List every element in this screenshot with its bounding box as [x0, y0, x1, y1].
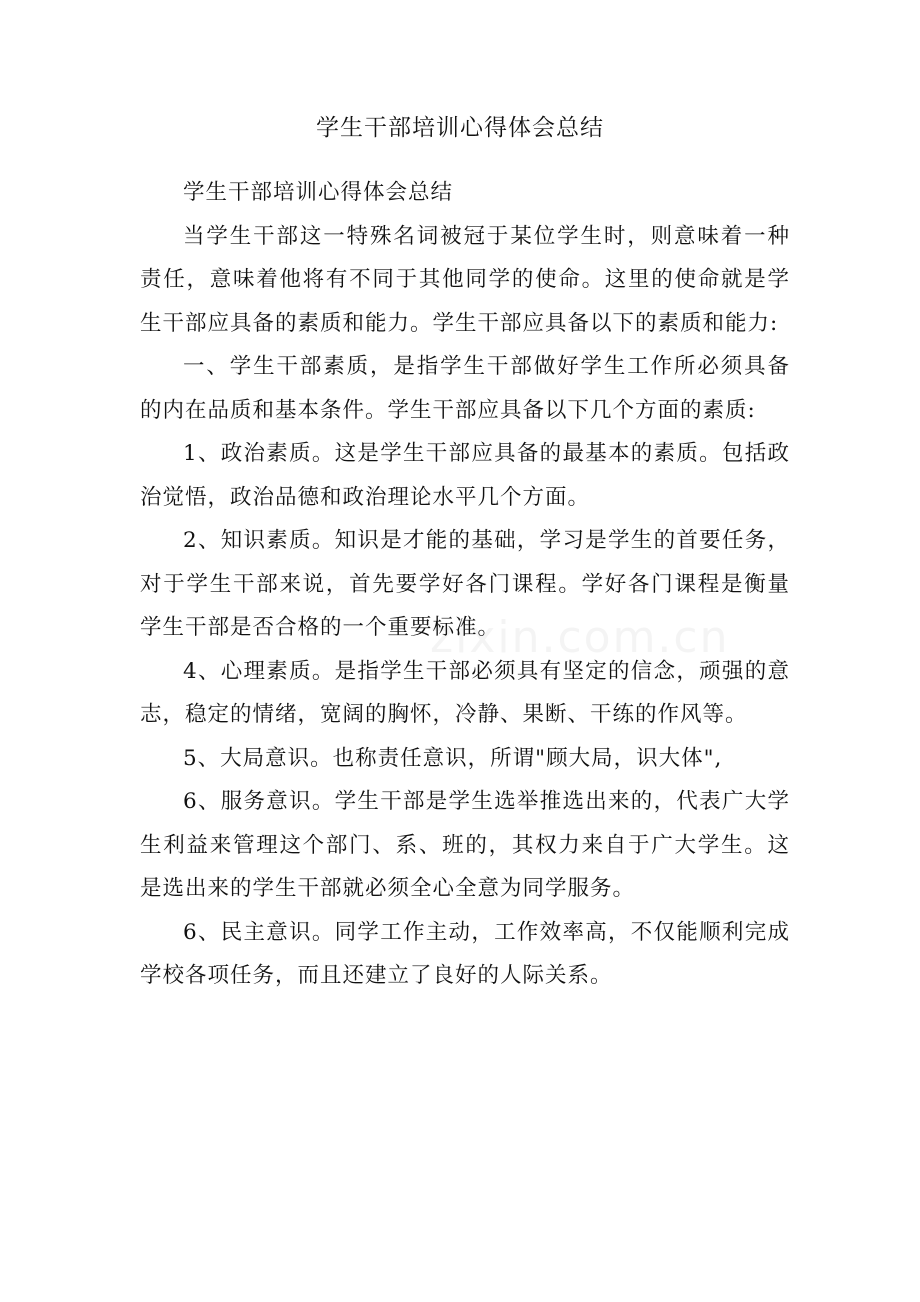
paragraph: 当学生干部这一特殊名词被冠于某位学生时，则意味着一种责任，意味着他将有不同于其他同学的使命。这里的使命就是学生干部应具备的素质和能力。学生干部应具备以下的素质和能力: — [140, 223, 790, 336]
paragraph: 学生干部培训心得体会总结 — [183, 180, 454, 205]
paragraph: 5、大局意识。也称责任意识，所谓"顾大局，识大体", — [183, 745, 723, 771]
paragraph: 一、学生干部素质，是指学生干部做好学生工作所必须具备的内在品质和基本条件。学生干部应具备以下几个方面的素质: — [140, 354, 790, 423]
paragraph: 1、政治素质。这是学生干部应具备的最基本的素质。包括政治觉悟，政治品德和政治理论水平几个方面。 — [140, 441, 790, 510]
document-body — [140, 171, 790, 998]
paragraph: 6、服务意识。学生干部是学生选举推选出来的，代表广大学生利益来管理这个部门、系、班的，其权力来自于广大学生。这是选出来的学生干部就必须全心全意为同学服务。 — [140, 789, 790, 901]
document-title: 学生干部培训心得体会总结 — [316, 115, 604, 141]
paragraph: 6、民主意识。同学工作主动，工作效率高，不仅能顺利完成学校各项任务，而且还建立了良好的人际关系。 — [140, 919, 790, 988]
watermark: zixin.com.cn — [430, 612, 730, 663]
paragraph: 2、知识素质。知识是才能的基础，学习是学生的首要任务，对于学生干部来说，首先要学好各门课程。学好各门课程是衡量学生干部是否合格的一个重要标准。 — [140, 528, 790, 640]
paragraph: 4、心理素质。是指学生干部必须具有坚定的信念，顽强的意志，稳定的情绪，宽阔的胸怀，冷静、果断、干练的作风等。 — [140, 658, 790, 727]
